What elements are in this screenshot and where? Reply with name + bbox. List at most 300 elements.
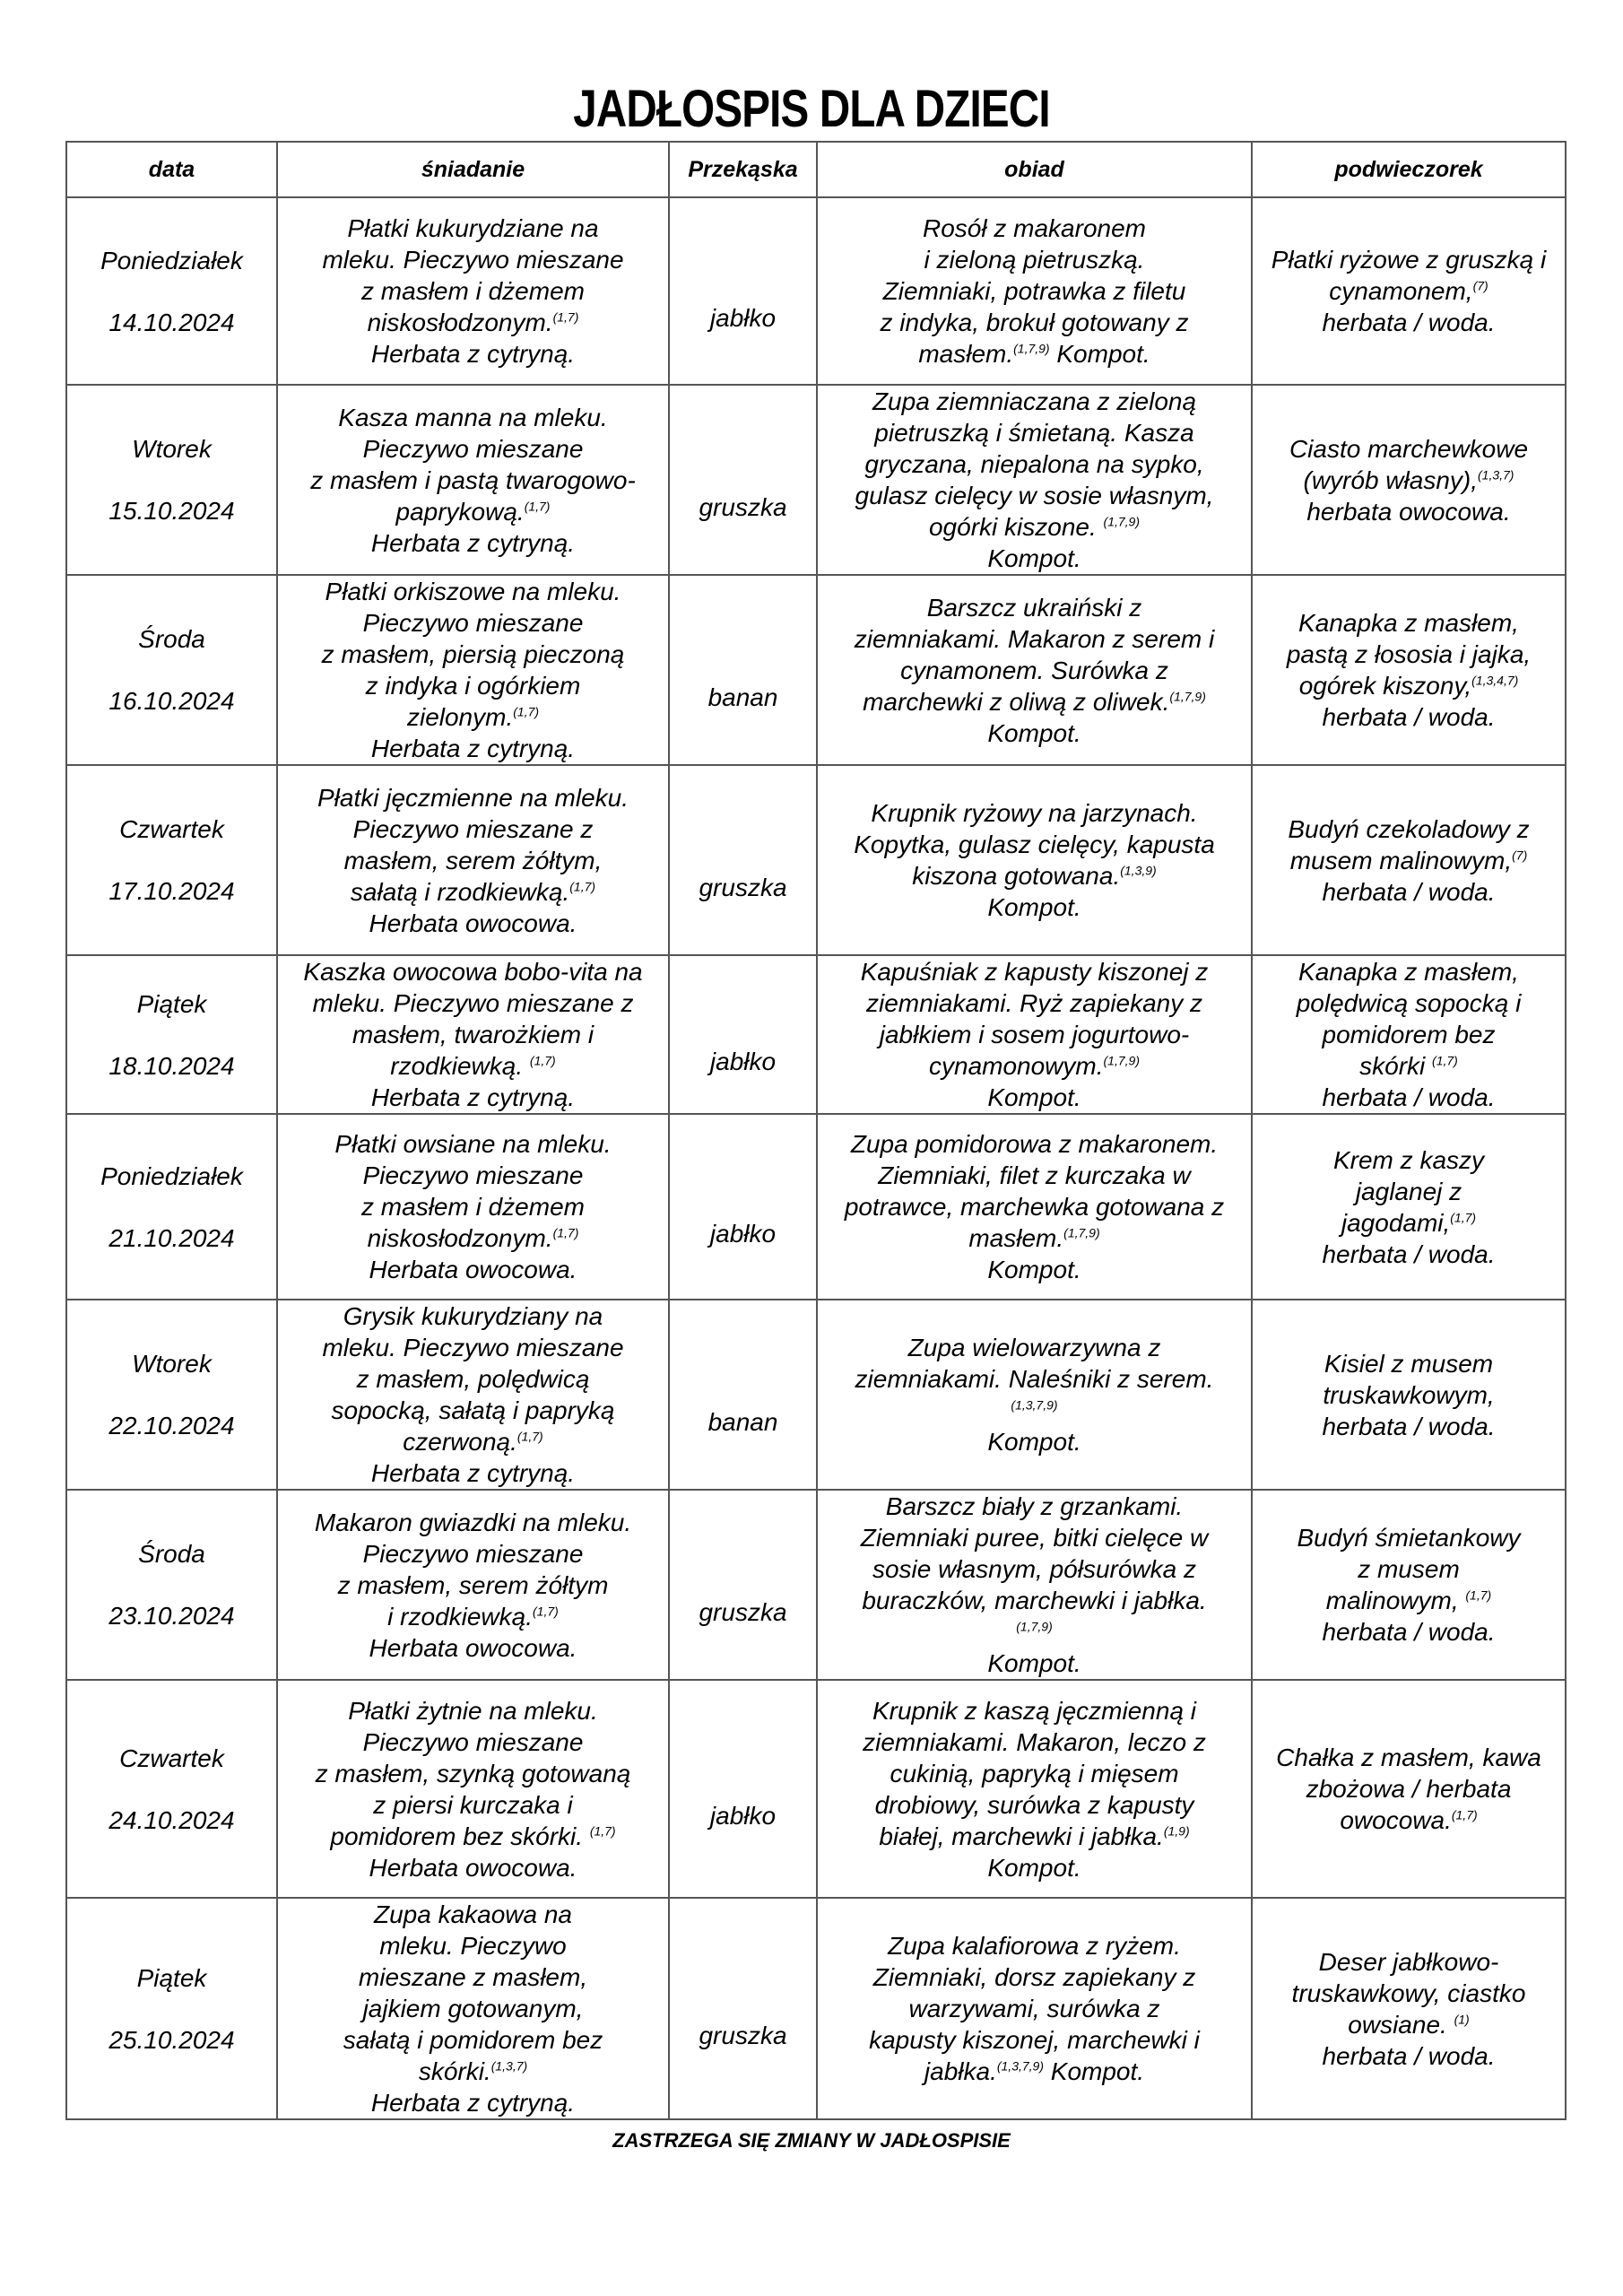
- cell-text: jagodami,: [1341, 1208, 1451, 1237]
- cell-line: [1262, 1553, 1556, 1585]
- cell-text: ziemniakami. Naleśniki z serem.: [855, 1365, 1214, 1393]
- cell-text: Kompot.: [987, 1853, 1081, 1882]
- cell-line: [287, 1538, 659, 1570]
- cell-text: owsiane.: [1348, 2010, 1454, 2039]
- lunch-cell: [817, 1680, 1252, 1898]
- allergen-superscript: (1,7): [524, 499, 551, 514]
- cell-line: [1262, 465, 1556, 496]
- date-cell: [66, 385, 277, 575]
- cell-line: [827, 592, 1242, 623]
- cell-text: Herbata owocowa.: [369, 1633, 577, 1662]
- cell-text: masłem, twarożkiem i: [352, 1021, 595, 1048]
- cell-line: [287, 1254, 659, 1285]
- cell-line: [1262, 813, 1556, 845]
- cell-line: [827, 718, 1242, 749]
- cell-line: [827, 1522, 1242, 1553]
- cell-text: Rosół z makaronem: [923, 214, 1146, 242]
- snack-cell: gruszka: [669, 765, 817, 955]
- cell-text: pomidorem bez: [1322, 1021, 1496, 1048]
- cell-line: [827, 543, 1242, 574]
- breakfast-cell: [277, 955, 669, 1114]
- cell-text: cukinią, papryką i mięsem: [890, 1759, 1179, 1787]
- cell-line: [1262, 1411, 1556, 1442]
- cell-line: [287, 987, 659, 1019]
- cell-line: [1262, 1176, 1556, 1207]
- cell-text: Pieczywo mieszane: [362, 1161, 584, 1189]
- cell-text-after: Kompot.: [1044, 2057, 1145, 2085]
- snack-cell: jabłko: [669, 197, 817, 385]
- cell-line: [287, 607, 659, 639]
- cell-line: [1262, 1522, 1556, 1553]
- date-cell: [66, 1300, 277, 1490]
- cell-line: [287, 2056, 659, 2087]
- cell-text: Kompot.: [987, 1649, 1081, 1677]
- cell-text: ziemniakami. Ryż zapiekany z: [865, 989, 1203, 1017]
- cell-line: [1262, 1379, 1556, 1411]
- cell-line: [1262, 433, 1556, 465]
- cell-text: Kapuśniak z kapusty kiszonej z: [860, 958, 1209, 986]
- menu-row: [66, 1680, 1566, 1898]
- cell-line: [827, 1961, 1242, 1993]
- cell-text: Kasza manna na mleku.: [338, 403, 608, 431]
- cell-line: [287, 433, 659, 465]
- cell-line: [827, 1852, 1242, 1883]
- cell-line: [287, 845, 659, 876]
- cell-line: [827, 1695, 1242, 1726]
- cell-text: białej, marchewki i jabłka.: [879, 1822, 1164, 1850]
- cell-line: [1262, 1082, 1556, 1113]
- menu-table: [65, 141, 1567, 2120]
- cell-text: jajkiem gotowanym,: [362, 1995, 584, 2022]
- header-tea: podwieczorek: [1252, 142, 1566, 197]
- cell-line: [1262, 956, 1556, 987]
- cell-text: Krupnik ryżowy na jarzynach.: [871, 799, 1198, 827]
- cell-text: gryczana, niepalona na sypko,: [864, 450, 1204, 478]
- cell-line: [827, 2056, 1242, 2087]
- cell-text: Herbata z cytryną.: [370, 2089, 576, 2117]
- header-snack: Przekąska: [669, 142, 817, 197]
- date-cell: [66, 575, 277, 765]
- cell-line: [287, 1332, 659, 1363]
- cell-line: [827, 511, 1242, 543]
- cell-text: Herbata z cytryną.: [370, 528, 576, 557]
- cell-text: Herbata owocowa.: [369, 1256, 577, 1283]
- cell-line: [1262, 275, 1556, 307]
- cell-line: [827, 891, 1242, 923]
- cell-line: [287, 1019, 659, 1050]
- cell-line: [287, 1426, 659, 1457]
- cell-text: i zieloną pietruszką.: [924, 246, 1145, 274]
- cell-text: masłem.: [918, 340, 1014, 368]
- cell-text: herbata / woda.: [1322, 1618, 1496, 1646]
- cell-text: truskawkowy, ciastko: [1291, 1979, 1526, 2007]
- menu-row: [66, 1898, 1566, 2119]
- cell-text: Zupa ziemniaczana z zieloną: [872, 387, 1197, 415]
- cell-line: [287, 1191, 659, 1222]
- cell-line: [827, 1332, 1242, 1363]
- cell-text: masłem.: [968, 1224, 1064, 1252]
- cell-line: [1262, 1773, 1556, 1805]
- allergen-superscript: (1,7): [589, 1823, 616, 1839]
- cell-text: sałatą i rzodkiewką.: [350, 877, 570, 906]
- cell-line: [1262, 2009, 1556, 2040]
- cell-text: Płatki orkiszowe na mleku.: [325, 578, 621, 605]
- snack-cell: gruszka: [669, 1898, 817, 2119]
- cell-line: [827, 338, 1242, 370]
- cell-line: [287, 1961, 659, 1993]
- breakfast-cell: [277, 1680, 669, 1898]
- cell-line: [287, 275, 659, 307]
- breakfast-cell: [277, 765, 669, 955]
- cell-text: z indyka, brokuł gotowany z: [880, 309, 1189, 336]
- cell-line: [827, 1993, 1242, 2024]
- tea-cell: [1252, 575, 1566, 765]
- cell-text: Zupa wielowarzywna z: [907, 1334, 1161, 1361]
- cell-line: [287, 1300, 659, 1332]
- cell-text: mleku. Pieczywo mieszane z: [312, 989, 634, 1017]
- cell-line: [1262, 639, 1556, 670]
- date-cell: [66, 197, 277, 385]
- cell-text: mleku. Pieczywo mieszane: [322, 1334, 624, 1361]
- cell-text: Ciasto marchewkowe: [1289, 434, 1529, 463]
- cell-line: [287, 1993, 659, 2024]
- cell-text: truskawkowym,: [1323, 1380, 1495, 1409]
- day-name: Czwartek: [119, 815, 224, 843]
- cell-text: Herbata z cytryną.: [370, 1083, 576, 1111]
- cell-line: [827, 1821, 1242, 1852]
- cell-line: [1262, 244, 1556, 275]
- allergen-superscript: (1): [1454, 2012, 1470, 2027]
- cell-text: sosie własnym, półsurówka z: [872, 1555, 1197, 1583]
- cell-text: musem malinowym,: [1289, 846, 1513, 874]
- date-value: 23.10.2024: [108, 1602, 235, 1630]
- lunch-cell: [817, 197, 1252, 385]
- cell-line: [287, 1821, 659, 1852]
- cell-text: Pieczywo mieszane: [362, 434, 584, 463]
- cell-line: [287, 1789, 659, 1821]
- cell-line: [1262, 670, 1556, 701]
- cell-line: [827, 1082, 1242, 1113]
- cell-text: herbata / woda.: [1322, 703, 1496, 731]
- cell-line: [287, 670, 659, 701]
- cell-line: [827, 829, 1242, 860]
- day-name: Czwartek: [119, 1744, 224, 1772]
- date-value: 16.10.2024: [108, 687, 235, 715]
- page-title: JADŁOSPIS DLA DZIECI: [573, 80, 1050, 138]
- date-cell: [66, 765, 277, 955]
- cell-line: [1262, 307, 1556, 338]
- cell-line: [827, 275, 1242, 307]
- cell-line: [1262, 987, 1556, 1019]
- cell-line: [287, 338, 659, 370]
- allergen-superscript: (7): [1512, 848, 1528, 863]
- cell-line: [1262, 607, 1556, 639]
- tea-cell: [1252, 197, 1566, 385]
- menu-row: [66, 1490, 1566, 1680]
- allergen-superscript: (1,3,4,7): [1471, 673, 1519, 688]
- cell-line: [287, 1050, 659, 1082]
- menu-row: [66, 765, 1566, 955]
- cell-line: [827, 1128, 1242, 1160]
- day-name: Poniedziałek: [100, 1161, 243, 1190]
- lunch-cell: [817, 385, 1252, 575]
- lunch-cell: [817, 1490, 1252, 1680]
- tea-cell: [1252, 765, 1566, 955]
- snack-cell: gruszka: [669, 1490, 817, 1680]
- cell-line: [827, 1222, 1242, 1254]
- header-breakfast: śniadanie: [277, 142, 669, 197]
- cell-text: herbata owocowa.: [1306, 497, 1511, 526]
- cell-text: pomidorem bez skórki.: [330, 1822, 590, 1850]
- cell-text: Pieczywo mieszane: [362, 1727, 584, 1756]
- date-value: 18.10.2024: [108, 1051, 235, 1080]
- cell-line: [1262, 845, 1556, 876]
- cell-line: [287, 2024, 659, 2056]
- cell-text: Kaszka owocowa bobo-vita na: [303, 958, 643, 986]
- cell-text: sałatą i pomidorem bez: [343, 2026, 603, 2054]
- cell-text: z masłem, piersią pieczoną: [321, 640, 625, 668]
- lunch-cell: [817, 575, 1252, 765]
- breakfast-cell: [277, 575, 669, 765]
- date-cell: [66, 1114, 277, 1300]
- cell-text: ogórek kiszony,: [1298, 672, 1472, 700]
- snack-cell: banan: [669, 1300, 817, 1490]
- cell-text: Kopytka, gulasz cielęcy, kapusta: [854, 831, 1215, 858]
- cell-text: z musem: [1358, 1555, 1460, 1583]
- cell-text: Płatki jęczmienne na mleku.: [317, 783, 629, 812]
- cell-text: mleku. Pieczywo: [379, 1932, 567, 1960]
- cell-line: [287, 1457, 659, 1489]
- cell-line: [287, 1695, 659, 1726]
- allergen-superscript: (1,7,9): [1169, 689, 1206, 704]
- allergen-superscript: (1,3,9): [1120, 863, 1157, 878]
- snack-cell: jabłko: [669, 955, 817, 1114]
- cell-text: ziemniakami. Makaron z serem i: [854, 624, 1215, 653]
- cell-text: Herbata z cytryną.: [370, 1459, 576, 1487]
- cell-line: [287, 1363, 659, 1395]
- breakfast-cell: [277, 197, 669, 385]
- cell-line: [1262, 1144, 1556, 1176]
- cell-line: [1262, 2040, 1556, 2072]
- cell-text: Budyń śmietankowy: [1297, 1524, 1521, 1552]
- cell-text: z indyka i ogórkiem: [365, 672, 581, 700]
- cell-text: z piersi kurczaka i: [373, 1790, 573, 1819]
- menu-row: [66, 197, 1566, 385]
- allergen-superscript: (1,7): [552, 1225, 579, 1240]
- tea-cell: [1252, 1898, 1566, 2119]
- allergen-superscript: (1,3,7,9): [1011, 1397, 1058, 1413]
- cell-line: [1262, 1019, 1556, 1050]
- allergen-superscript: (1,7): [516, 1429, 543, 1444]
- cell-text: mleku. Pieczywo mieszane: [322, 246, 624, 274]
- cell-text: jabłkiem i sosem jogurtowo-: [879, 1021, 1190, 1048]
- cell-line: [827, 213, 1242, 244]
- cell-text: Ziemniaki puree, bitki cielęce w: [860, 1524, 1209, 1552]
- cell-line: [287, 733, 659, 764]
- cell-line: [827, 1363, 1242, 1395]
- cell-text: Kanapka z masłem,: [1298, 958, 1519, 986]
- cell-line: [1262, 1348, 1556, 1379]
- cell-text: Pieczywo mieszane: [362, 1539, 584, 1568]
- cell-line: [287, 213, 659, 244]
- cell-line: [287, 527, 659, 559]
- cell-line: [287, 1395, 659, 1426]
- cell-line: [827, 386, 1242, 417]
- cell-line: [287, 1632, 659, 1664]
- cell-text: rzodkiewką.: [390, 1052, 530, 1080]
- cell-line: [827, 1758, 1242, 1789]
- cell-text: Płatki owsiane na mleku.: [334, 1130, 612, 1158]
- breakfast-cell: [277, 1114, 669, 1300]
- cell-text: Zupa kalafiorowa z ryżem.: [888, 1932, 1181, 1960]
- cell-text: jaglanej z: [1355, 1177, 1462, 1205]
- allergen-superscript: (1,7): [533, 1604, 559, 1619]
- tea-cell: [1252, 385, 1566, 575]
- cell-text: z masłem i dżemem: [361, 1193, 585, 1221]
- date-cell: [66, 1898, 277, 2119]
- cell-text: herbata / woda.: [1322, 877, 1496, 906]
- cell-text: Ziemniaki, filet z kurczaka w: [878, 1161, 1191, 1189]
- cell-line: [827, 1160, 1242, 1191]
- day-name: Wtorek: [132, 435, 212, 463]
- cell-text: buraczków, marchewki i jabłka.: [862, 1587, 1207, 1614]
- cell-line: [827, 1585, 1242, 1616]
- cell-line: [827, 1191, 1242, 1222]
- cell-line: [827, 2024, 1242, 2056]
- cell-line: [287, 908, 659, 939]
- cell-text: niskosłodzonym.: [367, 309, 553, 336]
- cell-text: jabłka.: [924, 2057, 997, 2085]
- cell-text: czerwoną.: [403, 1428, 517, 1456]
- allergen-superscript: (1,3,7): [490, 2058, 528, 2074]
- snack-cell: jabłko: [669, 1680, 817, 1898]
- cell-text: Budyń czekoladowy z: [1288, 814, 1530, 843]
- cell-text: Ziemniaki, potrawka z filetu: [882, 277, 1186, 305]
- cell-text: cynamonem,: [1329, 277, 1473, 305]
- cell-line: [1262, 1616, 1556, 1648]
- cell-line: [287, 1160, 659, 1191]
- day-name: Wtorek: [132, 1350, 212, 1378]
- cell-line: [827, 1553, 1242, 1585]
- cell-text: Ziemniaki, dorsz zapiekany z: [872, 1963, 1196, 1991]
- cell-line: [827, 307, 1242, 338]
- cell-text: Herbata owocowa.: [369, 1853, 577, 1882]
- allergen-superscript: (1,7): [1451, 1807, 1478, 1822]
- cell-text: Barszcz ukraiński z: [926, 593, 1142, 622]
- breakfast-cell: [277, 1898, 669, 2119]
- cell-text: marchewki z oliwą z oliwek.: [863, 687, 1170, 716]
- header-date: data: [66, 142, 277, 197]
- date-cell: [66, 1680, 277, 1898]
- menu-row: [66, 575, 1566, 765]
- cell-line: [1262, 1585, 1556, 1616]
- cell-line: [827, 448, 1242, 480]
- allergen-superscript: (1,7,9): [1013, 341, 1050, 356]
- date-value: 25.10.2024: [108, 2025, 235, 2054]
- cell-line: [827, 1426, 1242, 1457]
- tea-cell: [1252, 955, 1566, 1114]
- cell-line: [827, 1930, 1242, 1961]
- cell-text: Pieczywo mieszane z: [352, 814, 594, 843]
- cell-line: [287, 1222, 659, 1254]
- cell-line: [287, 576, 659, 607]
- date-cell: [66, 1490, 277, 1680]
- cell-line: [287, 307, 659, 338]
- breakfast-cell: [277, 1300, 669, 1490]
- cell-line: [287, 1601, 659, 1632]
- cell-line: [287, 465, 659, 496]
- cell-line: [287, 782, 659, 813]
- cell-line: [287, 639, 659, 670]
- allergen-superscript: (7): [1472, 278, 1488, 293]
- cell-text: gulasz cielęcy w sosie własnym,: [855, 482, 1214, 509]
- cell-text: Kanapka z masłem,: [1298, 609, 1519, 637]
- allergen-superscript: (1,7,9): [1103, 514, 1140, 529]
- cell-text: z masłem i pastą twarogowo-: [310, 465, 636, 494]
- cell-text: pietruszką i śmietaną. Kasza: [874, 419, 1194, 447]
- day-name: Piątek: [136, 989, 207, 1018]
- cell-text: Makaron gwiazdki na mleku.: [314, 1508, 632, 1536]
- cell-text: Herbata z cytryną.: [370, 735, 576, 762]
- menu-body: [66, 197, 1566, 2119]
- cell-line: [827, 797, 1242, 829]
- cell-text: z masłem, szynką gotowaną: [315, 1759, 631, 1787]
- cell-text: z masłem, polędwicą: [356, 1365, 590, 1393]
- cell-line: [1262, 1805, 1556, 1836]
- cell-text: skórki: [1359, 1052, 1433, 1080]
- breakfast-cell: [277, 1490, 669, 1680]
- cell-text: Kisiel z musem: [1324, 1349, 1494, 1378]
- cell-line: [287, 1128, 659, 1160]
- cell-text: Kompot.: [987, 544, 1081, 572]
- cell-line: [287, 956, 659, 987]
- cell-line: [1262, 876, 1556, 908]
- allergen-superscript: (1,3,7,9): [996, 2058, 1044, 2074]
- cell-text: Barszcz biały z grzankami.: [885, 1492, 1184, 1520]
- date-cell: [66, 955, 277, 1114]
- snack-cell: gruszka: [669, 385, 817, 575]
- date-value: 15.10.2024: [108, 497, 235, 525]
- cell-line: [287, 701, 659, 733]
- tea-cell: [1252, 1490, 1566, 1680]
- cell-line: [827, 1395, 1242, 1426]
- lunch-cell: [817, 765, 1252, 955]
- cell-line: [287, 1507, 659, 1538]
- menu-row: [66, 1300, 1566, 1490]
- cell-text: sopocką, sałatą i papryką: [331, 1396, 615, 1424]
- day-name: Poniedziałek: [100, 246, 243, 274]
- cell-line: [827, 1019, 1242, 1050]
- cell-text: masłem, serem żółtym,: [343, 846, 603, 874]
- cell-line: [1262, 1050, 1556, 1082]
- cell-text: drobiowy, surówka z kapusty: [874, 1790, 1194, 1819]
- cell-text-after: Kompot.: [1049, 340, 1150, 368]
- cell-text: paprykową.: [395, 497, 525, 526]
- allergen-superscript: (1,7): [1465, 1587, 1492, 1603]
- cell-line: [827, 987, 1242, 1019]
- cell-text: z masłem, serem żółtym: [337, 1570, 609, 1599]
- cell-line: [287, 1082, 659, 1113]
- tea-cell: [1252, 1680, 1566, 1898]
- cell-text: Zupa kakaowa na: [373, 1900, 573, 1928]
- footer-note: ZASTRZEGA SIĘ ZMIANY W JADŁOSPISIE: [612, 2129, 1011, 2152]
- cell-line: [1262, 496, 1556, 527]
- cell-line: [287, 1570, 659, 1601]
- cell-line: [827, 1616, 1242, 1648]
- cell-text: Krupnik z kaszą jęczmienną i: [872, 1696, 1197, 1725]
- cell-line: [287, 1852, 659, 1883]
- cell-line: [827, 480, 1242, 511]
